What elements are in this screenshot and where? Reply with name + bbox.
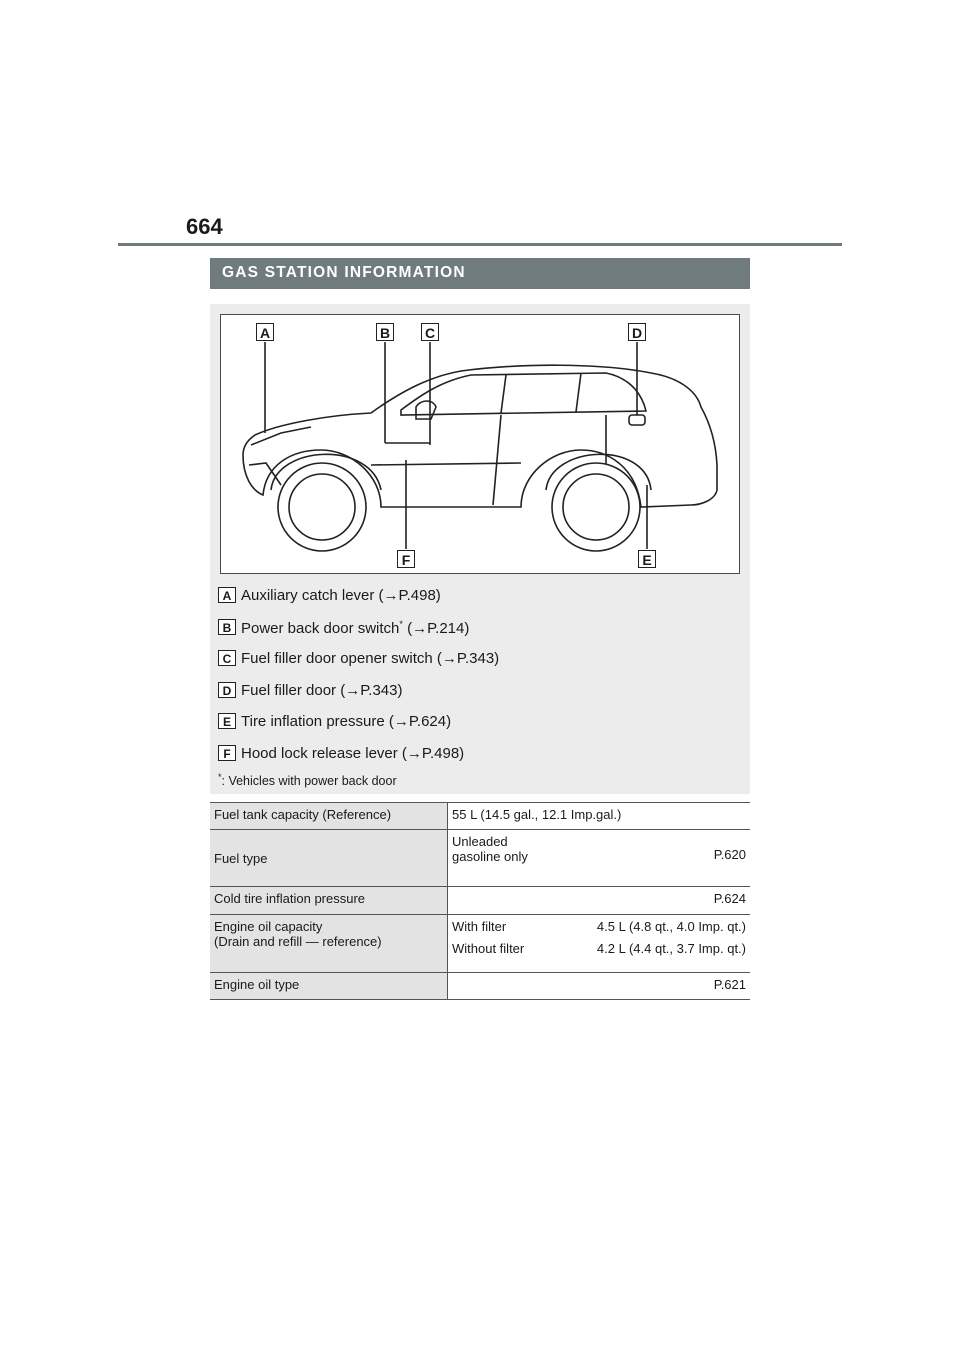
legend-text: Fuel filler door opener switch (→P.343) — [241, 650, 500, 668]
legend — [218, 585, 738, 775]
legend-badge: A — [218, 587, 236, 603]
legend-badge: C — [218, 650, 236, 666]
page-reference: P.620 — [713, 847, 746, 862]
callout-f: F — [397, 550, 415, 568]
spec-value: Unleaded gasoline only P.620 — [448, 830, 751, 887]
callout-d: D — [628, 323, 646, 341]
spec-label: Fuel type — [210, 830, 448, 887]
spec-value — [448, 915, 751, 973]
page-reference: P.624 — [448, 887, 751, 915]
header-rule — [118, 243, 842, 246]
table-row — [210, 973, 750, 1000]
page-number: 664 — [186, 214, 223, 239]
legend-text: Tire inflation pressure (→P.624) — [241, 713, 452, 731]
callout-b: B — [376, 323, 394, 341]
section-title: GAS STATION INFORMATION — [222, 264, 466, 281]
legend-item-a — [218, 585, 738, 617]
legend-text: Hood lock release lever (→P.498) — [241, 744, 465, 762]
section-banner — [210, 258, 750, 289]
table-row — [210, 803, 750, 830]
spec-label: Cold tire inflation pressure — [210, 887, 448, 915]
page-reference: P.621 — [448, 973, 751, 1000]
table-row — [210, 830, 750, 887]
oil-with-filter-value: 4.5 L (4.8 qt., 4.0 Imp. qt.) — [596, 919, 746, 934]
table-row — [210, 915, 750, 973]
callout-a: A — [256, 323, 274, 341]
spec-label: Fuel tank capacity (Reference) — [210, 803, 448, 830]
vehicle-figure — [220, 314, 740, 574]
front-wheel — [278, 463, 366, 551]
callout-e: E — [638, 550, 656, 568]
legend-item-d — [218, 680, 738, 712]
legend-badge: D — [218, 682, 236, 698]
legend-text: Power back door switch* (→P.214) — [241, 618, 470, 637]
table-row — [210, 887, 750, 915]
footnote: *: Vehicles with power back door — [218, 772, 397, 789]
rear-wheel — [552, 463, 640, 551]
legend-text: Fuel filler door (→P.343) — [241, 681, 403, 699]
spec-label: Engine oil type — [210, 973, 448, 1000]
window-outline — [401, 373, 646, 415]
legend-item-c — [218, 648, 738, 680]
legend-text: Auxiliary catch lever (→P.498) — [241, 587, 441, 604]
vehicle-illustration — [221, 315, 739, 573]
body-outline — [243, 365, 717, 507]
spec-label: Engine oil capacity (Drain and refill — reference) — [210, 915, 448, 973]
oil-without-filter-value: 4.2 L (4.4 qt., 3.7 Imp. qt.) — [596, 941, 746, 956]
legend-badge: E — [218, 713, 236, 729]
legend-item-f — [218, 743, 738, 775]
oil-without-filter-label: Without filter — [452, 941, 525, 956]
spec-value: 55 L (14.5 gal., 12.1 Imp.gal.) — [448, 803, 751, 830]
oil-with-filter-label: With filter — [452, 919, 507, 934]
legend-item-e — [218, 711, 738, 743]
info-panel — [210, 304, 750, 794]
specs-table — [210, 802, 750, 1000]
callout-c: C — [421, 323, 439, 341]
legend-badge: F — [218, 745, 236, 761]
legend-badge: B — [218, 619, 236, 635]
legend-item-b — [218, 617, 738, 649]
